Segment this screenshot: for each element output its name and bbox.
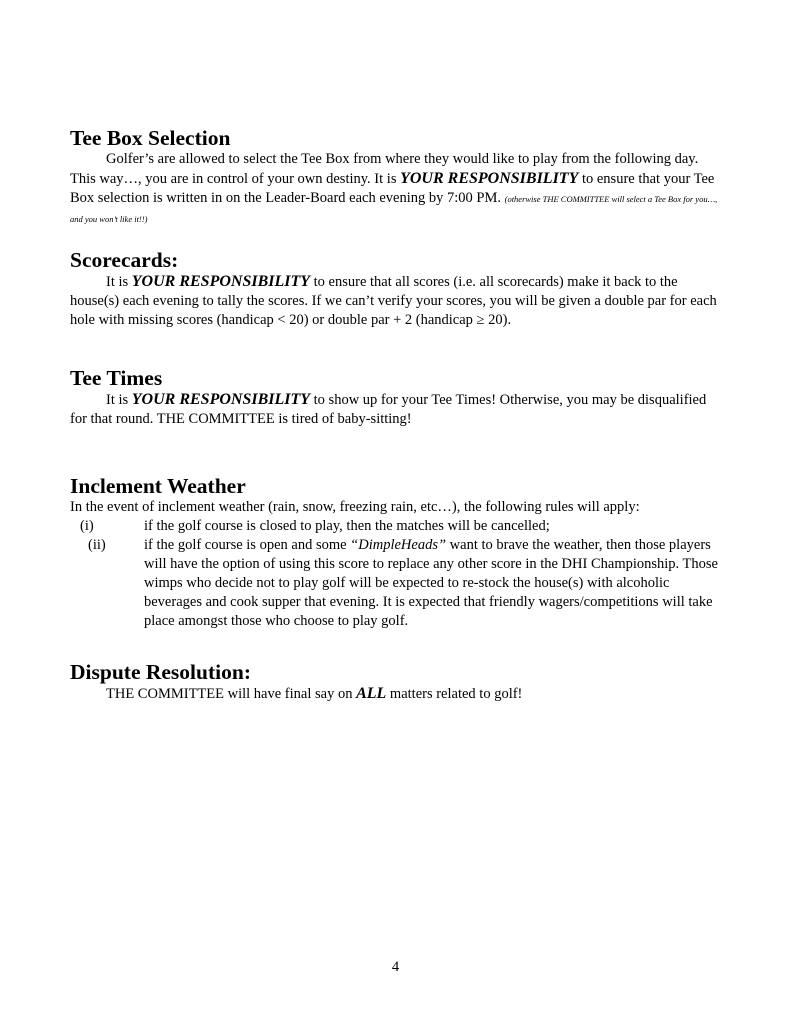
- heading-scorecards: Scorecards:: [70, 248, 179, 272]
- tee-box-text-2: to ensure that your Tee Box selection is written in on the Leader-Board each evening by 7:00 PM.: [70, 171, 715, 206]
- section-scorecards: [70, 248, 720, 330]
- section-tee-times: [70, 366, 720, 429]
- weather-rule-2-text: [144, 536, 720, 631]
- scorecards-responsibility: YOUR RESPONSIBILITY: [131, 273, 311, 290]
- weather-rule-1: [70, 517, 720, 536]
- tee-box-note: (otherwise THE COMMITTEE will select a Tee Box for you…, and you won’t like it!!): [70, 194, 718, 224]
- weather-rule-2-text-a: if the golf course is open and some: [144, 537, 351, 553]
- weather-intro: In the event of inclement weather (rain, snow, freezing rain, etc…), the following rules will apply:: [70, 499, 640, 515]
- tee-box-text-1: Golfer’s are allowed to select the Tee Box from where they would like to play from the following day. This way…, you are in control of your own destiny. It is: [70, 151, 699, 187]
- scorecards-text-1: It is: [106, 274, 132, 290]
- section-tee-box: [70, 126, 720, 229]
- section-inclement-weather: [70, 474, 720, 631]
- tee-times-responsibility: YOUR RESPONSIBILITY: [131, 391, 311, 408]
- dispute-all: ALL: [356, 685, 387, 702]
- tee-times-text-1: It is: [106, 392, 132, 408]
- tee-box-responsibility: YOUR RESPONSIBILITY: [400, 170, 579, 187]
- heading-dispute-resolution: Dispute Resolution:: [70, 660, 251, 684]
- page-number: 4: [391, 959, 400, 975]
- tee-times-text-2: to show up for your Tee Times! Otherwise, you may be disqualified for that round. THE COMMITTEE is tired of baby-sitting!: [70, 392, 707, 427]
- heading-tee-times: Tee Times: [70, 366, 163, 390]
- section-dispute-resolution: [70, 660, 720, 704]
- tee-times-paragraph: [70, 390, 720, 429]
- dispute-text-1: THE COMMITTEE will have final say on: [106, 686, 357, 702]
- heading-tee-box: Tee Box Selection: [70, 126, 231, 150]
- dimpleheads-term: “DimpleHeads”: [350, 537, 447, 553]
- weather-rule-1-text: if the golf course is closed to play, then the matches will be cancelled;: [144, 518, 550, 534]
- heading-inclement-weather: Inclement Weather: [70, 474, 246, 498]
- weather-rule-2-number: (ii): [88, 537, 106, 553]
- weather-rule-2-text-b: want to brave the weather, then those players will have the option of using this score to replace any other score in the DHI Championship. Those wimps who decide not to play golf will be expected to re-stock the house(s) with alcoholic beverages and cook supper that evening. It is expected that friendly wagers/competitions will take place amongst those who choose to play golf.: [144, 537, 718, 629]
- scorecards-paragraph: [70, 272, 720, 330]
- tee-box-paragraph: [70, 150, 720, 229]
- dispute-paragraph: [70, 684, 720, 704]
- dispute-text-2: matters related to golf!: [386, 686, 523, 702]
- scorecards-text-2: to ensure that all scores (i.e. all scorecards) make it back to the house(s) each evening to tally the scores. If we can’t verify your scores, you will be given a double par for each hole with missing scores (handicap < 20) or double par + 2 (handicap ≥ 20).: [70, 274, 717, 328]
- weather-rule-1-number: (i): [80, 518, 94, 534]
- weather-rule-2: [70, 536, 720, 631]
